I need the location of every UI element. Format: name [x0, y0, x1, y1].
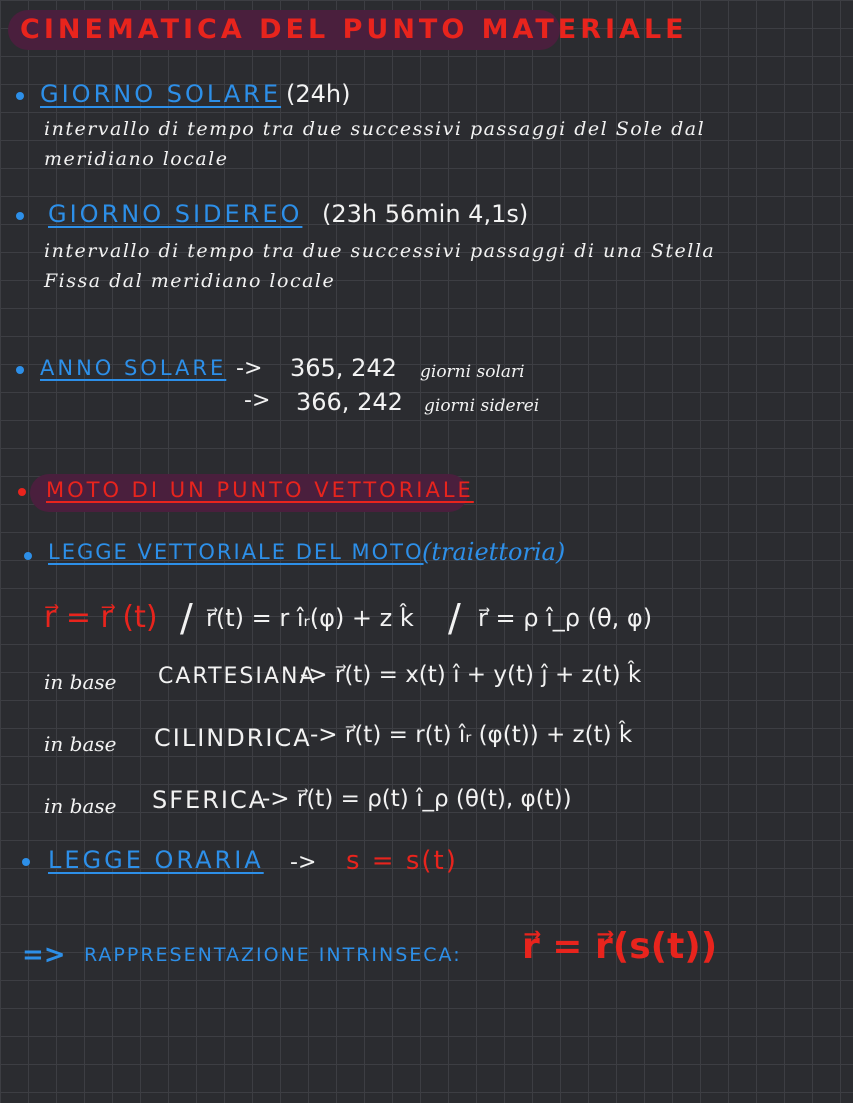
eq-vector-red: r⃗ = r⃗ (t) [44, 600, 158, 635]
bullet-icon [18, 488, 26, 496]
cart-name: CARTESIANA [158, 664, 317, 689]
rappresentazione-label: RAPPRESENTAZIONE INTRINSECA: [84, 944, 462, 966]
eq-slash-2: / [448, 596, 461, 640]
sfe-name: SFERICA [152, 786, 268, 814]
bullet-icon [16, 92, 24, 100]
anno-row1-value: 365, 242 [290, 354, 397, 382]
sfe-prefix: in base [44, 794, 117, 818]
sfe-equation: -> r⃗(t) = ρ(t) î_ρ (θ(t), φ(t)) [262, 786, 572, 812]
page-title: CINEMATICA DEL PUNTO MATERIALE [20, 14, 688, 45]
giorno-solare-value: (24h) [286, 80, 351, 108]
cil-equation: -> r⃗(t) = r(t) îᵣ (φ(t)) + z(t) k̂ [310, 722, 633, 748]
moto-label: MOTO DI UN PUNTO VETTORIALE [46, 478, 474, 502]
anno-solare-label: ANNO SOLARE [40, 356, 227, 380]
giorno-sidereo-desc-1: intervallo di tempo tra due successivi passaggi di una Stella [44, 240, 716, 262]
eq-cylindrical: r⃗(t) = r îᵣ(φ) + z k̂ [206, 604, 414, 632]
rappresentazione-arrow: => [22, 940, 66, 970]
cart-prefix: in base [44, 670, 117, 694]
legge-vettoriale-paren: (traiettoria) [422, 538, 566, 566]
giorno-solare-desc-1: intervallo di tempo tra due successivi passaggi del Sole dal [44, 118, 706, 140]
giorno-sidereo-label: GIORNO SIDEREO [48, 200, 303, 228]
cart-equation: -> r⃗(t) = x(t) î + y(t) ĵ + z(t) k̂ [300, 662, 642, 688]
anno-row2-unit: giorni siderei [424, 396, 540, 416]
cil-prefix: in base [44, 732, 117, 756]
bullet-icon [16, 212, 24, 220]
giorno-sidereo-value: (23h 56min 4,1s) [322, 200, 529, 228]
legge-oraria-label: LEGGE ORARIA [48, 846, 264, 874]
bullet-icon [16, 366, 24, 374]
legge-oraria-equation: s = s(t) [346, 846, 458, 876]
eq-spherical: r⃗ = ρ î_ρ (θ, φ) [478, 604, 653, 632]
rappresentazione-equation: r⃗ = r⃗(s(t)) [522, 926, 718, 967]
giorno-solare-desc-2: meridiano locale [44, 148, 229, 170]
watermark-logo [1, 0, 398, 364]
anno-row1-arrow: -> [236, 356, 263, 381]
giorno-solare-label: GIORNO SOLARE [40, 80, 282, 108]
legge-oraria-arrow: -> [290, 850, 317, 875]
eq-slash-1: / [180, 596, 193, 640]
bullet-icon [24, 552, 32, 560]
anno-row1-unit: giorni solari [420, 362, 525, 382]
anno-row2-arrow: -> [244, 388, 271, 413]
legge-vettoriale-label: LEGGE VETTORIALE DEL MOTO [48, 540, 424, 564]
giorno-sidereo-desc-2: Fissa dal meridiano locale [44, 270, 336, 292]
bullet-icon [22, 858, 30, 866]
cil-name: CILINDRICA [154, 724, 312, 752]
anno-row2-value: 366, 242 [296, 388, 403, 416]
